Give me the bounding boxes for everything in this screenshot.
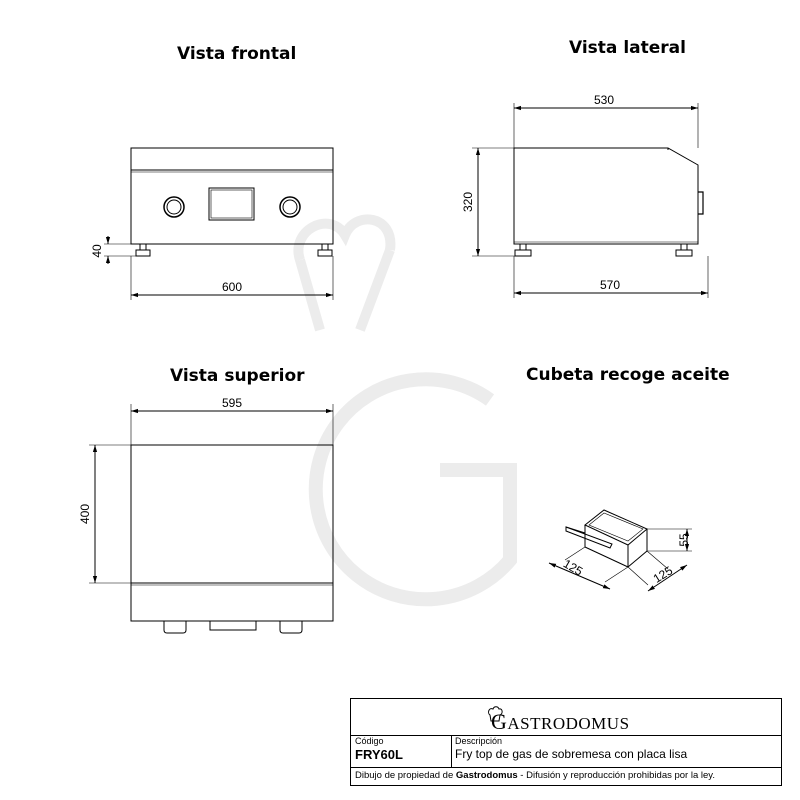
view-title-tray: Cubeta recoge aceite: [526, 365, 730, 385]
title-block-logo-row: [351, 699, 781, 736]
view-title-top: Vista superior: [170, 366, 305, 386]
view-title-side: Vista lateral: [569, 38, 686, 58]
description-value: Fry top de gas de sobremesa con placa lisa: [455, 747, 688, 761]
top-view: [89, 404, 333, 633]
footer-suffix: - Difusión y reproducción prohibidas por la ley.: [520, 770, 715, 781]
dim-front-foot-height: 40: [90, 244, 104, 258]
dim-tray-height: 55: [677, 533, 691, 547]
dim-top-depth: 400: [78, 503, 92, 525]
view-title-front: Vista frontal: [177, 44, 297, 64]
top-body: [131, 445, 333, 621]
title-block: [350, 698, 782, 786]
footer-brand: Gastrodomus: [455, 770, 518, 781]
dim-tray-width: 125: [560, 556, 586, 579]
dim-front-width: 600: [221, 280, 243, 294]
brand-logo: GASTRODOMUS: [491, 709, 630, 734]
code-label: Código: [355, 736, 384, 746]
dim-top-width: 595: [221, 396, 243, 410]
code-value: FRY60L: [355, 747, 403, 762]
description-label: Descripción: [455, 736, 503, 746]
dim-tray-depth: 125: [650, 563, 676, 586]
dim-side-height: 320: [461, 191, 475, 213]
dim-side-depth-top: 530: [593, 93, 615, 107]
front-panel: [209, 188, 254, 220]
front-view: [104, 148, 333, 300]
footer-prefix: Dibujo de propiedad de: [355, 770, 454, 781]
side-body: [514, 148, 698, 244]
title-block-info-row: [351, 735, 781, 768]
oil-tray-view: [549, 510, 692, 591]
side-view: [472, 103, 708, 298]
dim-side-depth-bottom: 570: [599, 278, 621, 292]
watermark-logo: [298, 219, 510, 599]
title-block-footer: [351, 767, 781, 786]
